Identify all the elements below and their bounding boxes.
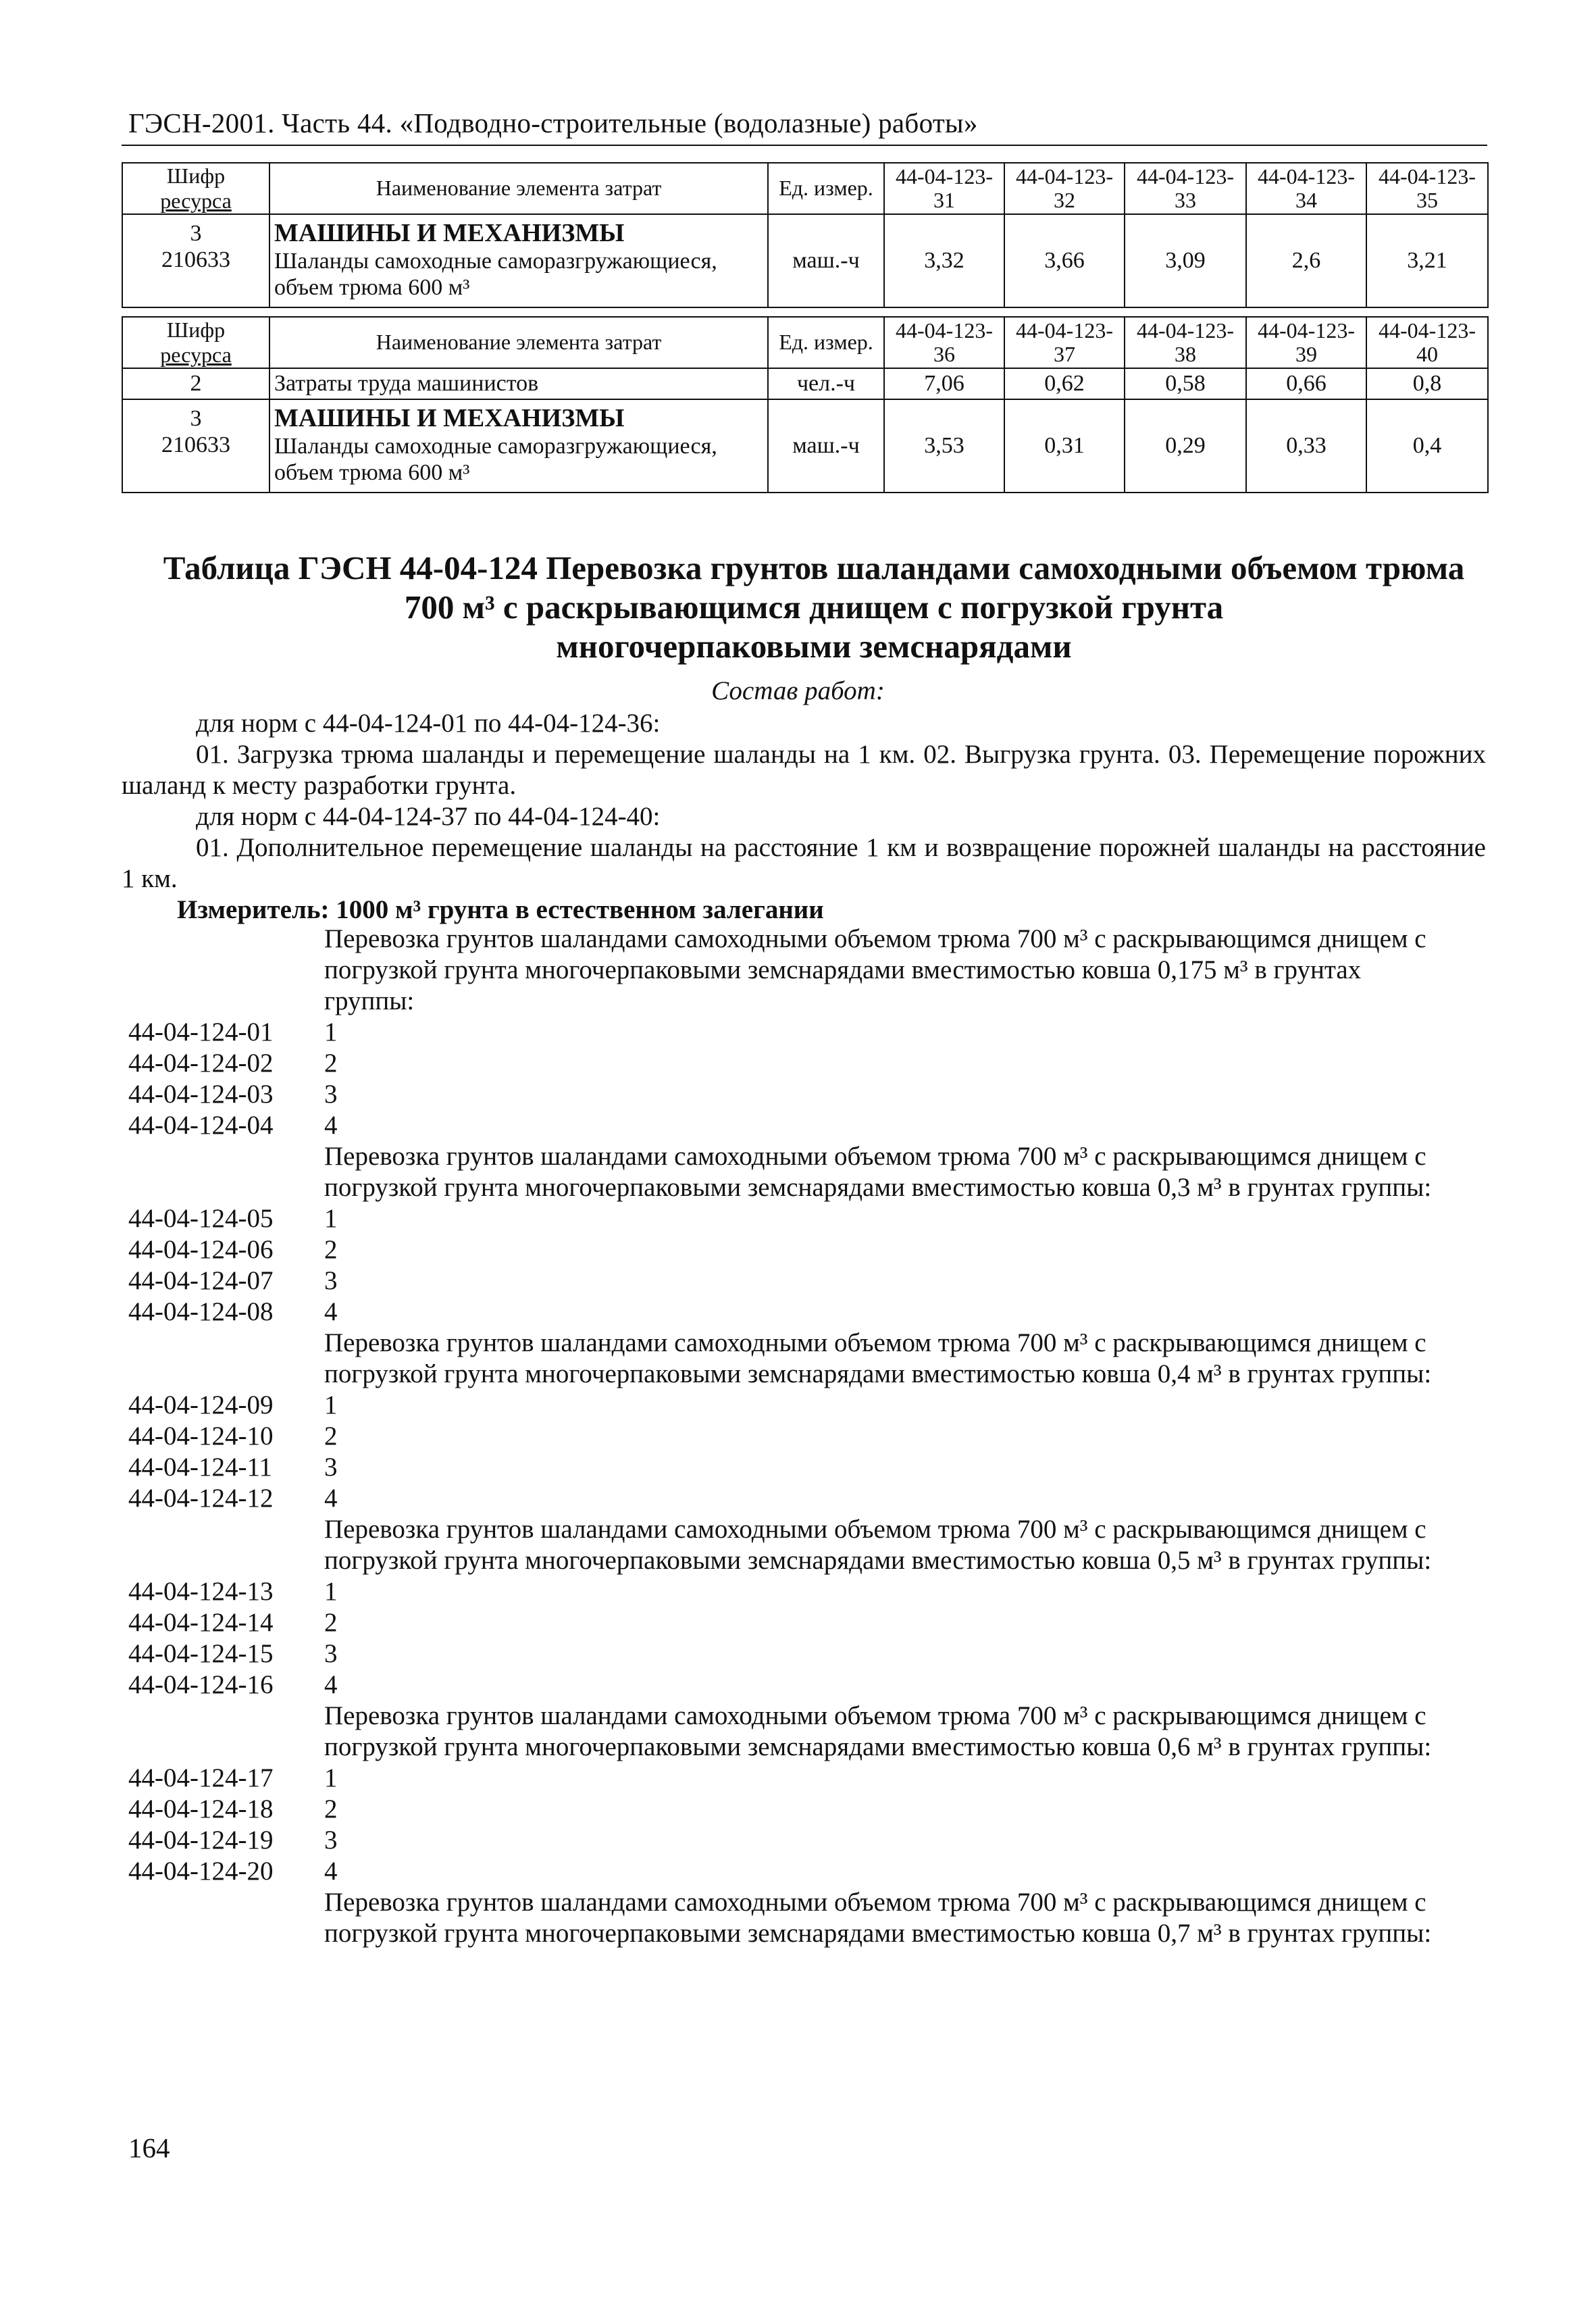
value-cell: 7,06 bbox=[884, 368, 1004, 399]
col-norm-header: 44-04-123-31 bbox=[884, 163, 1004, 214]
value-cell: 0,29 bbox=[1125, 399, 1246, 493]
norm-code: 44-04-124-12 bbox=[128, 1484, 274, 1513]
work-composition-heading: Состав работ: bbox=[711, 676, 885, 705]
value-cell: 0,66 bbox=[1246, 368, 1366, 399]
resource-table-1 bbox=[122, 162, 1489, 308]
norm-code: 44-04-124-11 bbox=[128, 1453, 273, 1482]
list-item bbox=[128, 1607, 1452, 1638]
list-item bbox=[128, 1794, 1452, 1825]
resource-code-cell: 3 210633 bbox=[122, 214, 269, 307]
soil-group: 2 bbox=[324, 1422, 338, 1451]
norm-block-description: Перевозка грунтов шаландами самоходными объемом трюма 700 м³ с раскрывающимся днищем с погрузкой грунта многочерпаковыми земснарядами вместимостью ковша 0,6 м³ в грунтах группы: bbox=[324, 1701, 1432, 1761]
col-name-header: Наименование элемента затрат bbox=[269, 317, 768, 368]
norm-code: 44-04-124-01 bbox=[128, 1017, 274, 1047]
soil-group: 4 bbox=[324, 1484, 338, 1513]
norm-code: 44-04-124-20 bbox=[128, 1857, 274, 1886]
col-norm-header: 44-04-123-34 bbox=[1246, 163, 1366, 214]
col-code-header: Шифр ресурса bbox=[122, 317, 269, 368]
norm-code: 44-04-124-17 bbox=[128, 1763, 274, 1792]
col-norm-header: 44-04-123-36 bbox=[884, 317, 1004, 368]
norm-block-description: Перевозка грунтов шаландами самоходными объемом трюма 700 м³ с раскрывающимся днищем с погрузкой грунта многочерпаковыми земснарядами вместимостью ковша 0,175 м³ в грунтах группы: bbox=[324, 924, 1426, 1015]
soil-group: 3 bbox=[324, 1826, 338, 1855]
col-norm-header: 44-04-123-33 bbox=[1125, 163, 1246, 214]
norm-code: 44-04-124-08 bbox=[128, 1297, 274, 1326]
soil-group: 2 bbox=[324, 1608, 338, 1637]
table-header-row bbox=[122, 317, 1488, 368]
page-number: 164 bbox=[128, 2132, 170, 2163]
soil-group: 4 bbox=[324, 1670, 338, 1699]
col-unit-header: Ед. измер. bbox=[768, 317, 884, 368]
header-rule bbox=[122, 145, 1487, 146]
resource-code-cell: 2 bbox=[122, 368, 269, 399]
resource-name-cell: МАШИНЫ И МЕХАНИЗМЫ Шаланды самоходные саморазгружающиеся, объем трюма 600 м³ bbox=[269, 399, 768, 493]
norm-block bbox=[128, 1701, 1452, 1887]
norm-block bbox=[128, 1328, 1452, 1514]
soil-group: 1 bbox=[324, 1763, 338, 1792]
value-cell: 3,32 bbox=[884, 214, 1004, 307]
value-cell: 0,58 bbox=[1125, 368, 1246, 399]
col-norm-header: 44-04-123-40 bbox=[1366, 317, 1488, 368]
soil-group: 4 bbox=[324, 1297, 338, 1326]
list-item bbox=[128, 1079, 1452, 1110]
list-item bbox=[128, 1763, 1452, 1794]
list-item bbox=[128, 1110, 1452, 1141]
value-cell: 0,62 bbox=[1004, 368, 1125, 399]
norm-block-description: Перевозка грунтов шаландами самоходными объемом трюма 700 м³ с раскрывающимся днищем с погрузкой грунта многочерпаковыми земснарядами вместимостью ковша 0,5 м³ в грунтах группы: bbox=[324, 1515, 1432, 1575]
norm-code: 44-04-124-10 bbox=[128, 1422, 274, 1451]
norm-block bbox=[128, 1887, 1452, 1949]
meter-value: 1000 м³ грунта в естественном залегании bbox=[336, 895, 824, 924]
soil-group: 3 bbox=[324, 1080, 338, 1109]
norm-block bbox=[128, 924, 1452, 1141]
work-steps-1: 01. Загрузка трюма шаланды и перемещение шаланды на 1 км. 02. Выгрузка грунта. 03. Перемещение порожних шаланд к месту разработки грунта. bbox=[122, 740, 1486, 800]
soil-group: 1 bbox=[324, 1204, 338, 1233]
list-item bbox=[128, 1265, 1452, 1297]
norm-code: 44-04-124-06 bbox=[128, 1235, 274, 1264]
work-steps-2: 01. Дополнительное перемещение шаланды на расстояние 1 км и возвращение порожней шаланды на расстояние 1 км. bbox=[122, 833, 1486, 893]
col-norm-header: 44-04-123-37 bbox=[1004, 317, 1125, 368]
value-cell: 3,09 bbox=[1125, 214, 1246, 307]
norm-list bbox=[128, 924, 1452, 1949]
norm-code: 44-04-124-18 bbox=[128, 1794, 274, 1823]
soil-group: 2 bbox=[324, 1235, 338, 1264]
col-norm-header: 44-04-123-38 bbox=[1125, 317, 1246, 368]
value-cell: 0,4 bbox=[1366, 399, 1488, 493]
list-item bbox=[128, 1483, 1452, 1514]
norm-code: 44-04-124-07 bbox=[128, 1266, 274, 1295]
norm-code: 44-04-124-03 bbox=[128, 1080, 274, 1109]
soil-group: 1 bbox=[324, 1017, 338, 1047]
col-code-header: Шифр ресурса bbox=[122, 163, 269, 214]
list-item bbox=[128, 1297, 1452, 1328]
norm-block bbox=[128, 1141, 1452, 1328]
value-cell: 0,31 bbox=[1004, 399, 1125, 493]
soil-group: 1 bbox=[324, 1577, 338, 1606]
col-norm-header: 44-04-123-32 bbox=[1004, 163, 1125, 214]
soil-group: 2 bbox=[324, 1049, 338, 1078]
unit-cell: маш.-ч bbox=[768, 214, 884, 307]
norm-code: 44-04-124-15 bbox=[128, 1639, 274, 1668]
value-cell: 3,53 bbox=[884, 399, 1004, 493]
soil-group: 2 bbox=[324, 1794, 338, 1823]
norm-block-description: Перевозка грунтов шаландами самоходными объемом трюма 700 м³ с раскрывающимся днищем с погрузкой грунта многочерпаковыми земснарядами вместимостью ковша 0,4 м³ в грунтах группы: bbox=[324, 1328, 1432, 1388]
soil-group: 3 bbox=[324, 1639, 338, 1668]
value-cell: 3,21 bbox=[1366, 214, 1488, 307]
value-cell: 0,8 bbox=[1366, 368, 1488, 399]
norm-block-description: Перевозка грунтов шаландами самоходными объемом трюма 700 м³ с раскрывающимся днищем с погрузкой грунта многочерпаковыми земснарядами вместимостью ковша 0,3 м³ в грунтах группы: bbox=[324, 1142, 1432, 1202]
soil-group: 3 bbox=[324, 1266, 338, 1295]
value-cell: 2,6 bbox=[1246, 214, 1366, 307]
list-item bbox=[128, 1576, 1452, 1607]
resource-name-cell: МАШИНЫ И МЕХАНИЗМЫ Шаланды самоходные саморазгружающиеся, объем трюма 600 м³ bbox=[269, 214, 768, 307]
unit-cell: чел.-ч bbox=[768, 368, 884, 399]
resource-name-cell: Затраты труда машинистов bbox=[269, 368, 768, 399]
value-cell: 0,33 bbox=[1246, 399, 1366, 493]
soil-group: 4 bbox=[324, 1111, 338, 1140]
norm-code: 44-04-124-05 bbox=[128, 1204, 274, 1233]
list-item bbox=[128, 1421, 1452, 1452]
norm-code: 44-04-124-13 bbox=[128, 1577, 274, 1606]
norm-code: 44-04-124-04 bbox=[128, 1111, 274, 1140]
norm-block bbox=[128, 1514, 1452, 1701]
meter-line bbox=[177, 895, 824, 926]
norm-code: 44-04-124-09 bbox=[128, 1390, 274, 1419]
list-item bbox=[128, 1856, 1452, 1887]
list-item bbox=[128, 1017, 1452, 1048]
table-row bbox=[122, 368, 1488, 399]
resource-code-cell: 3 210633 bbox=[122, 399, 269, 493]
col-unit-header: Ед. измер. bbox=[768, 163, 884, 214]
table-row bbox=[122, 399, 1488, 493]
table-header-row bbox=[122, 163, 1488, 214]
list-item bbox=[128, 1825, 1452, 1856]
meter-label: Измеритель: bbox=[177, 895, 330, 924]
col-norm-header: 44-04-123-39 bbox=[1246, 317, 1366, 368]
table-row bbox=[122, 214, 1488, 307]
value-cell: 3,66 bbox=[1004, 214, 1125, 307]
soil-group: 1 bbox=[324, 1390, 338, 1419]
col-name-header: Наименование элемента затрат bbox=[269, 163, 768, 214]
norm-block-description: Перевозка грунтов шаландами самоходными объемом трюма 700 м³ с раскрывающимся днищем с погрузкой грунта многочерпаковыми земснарядами вместимостью ковша 0,7 м³ в грунтах группы: bbox=[324, 1888, 1432, 1948]
list-item bbox=[128, 1203, 1452, 1234]
norm-code: 44-04-124-14 bbox=[128, 1608, 274, 1637]
list-item bbox=[128, 1234, 1452, 1265]
list-item bbox=[128, 1638, 1452, 1669]
section-title: Таблица ГЭСН 44-04-124 Перевозка грунтов шаландами самоходными объемом трюма 700 м³ с раскрывающимся днищем с погрузкой грунта многочерпаковыми земснарядами bbox=[163, 549, 1465, 665]
norms-range-2: для норм с 44-04-124-37 по 44-04-124-40: bbox=[196, 802, 661, 831]
list-item bbox=[128, 1048, 1452, 1079]
norms-range-1: для норм с 44-04-124-01 по 44-04-124-36: bbox=[196, 709, 661, 738]
soil-group: 4 bbox=[324, 1857, 338, 1886]
list-item bbox=[128, 1452, 1452, 1483]
col-norm-header: 44-04-123-35 bbox=[1366, 163, 1488, 214]
unit-cell: маш.-ч bbox=[768, 399, 884, 493]
resource-table-2 bbox=[122, 316, 1489, 493]
list-item bbox=[128, 1669, 1452, 1701]
norm-code: 44-04-124-16 bbox=[128, 1670, 274, 1699]
list-item bbox=[128, 1390, 1452, 1421]
norm-code: 44-04-124-02 bbox=[128, 1049, 274, 1078]
soil-group: 3 bbox=[324, 1453, 338, 1482]
norm-code: 44-04-124-19 bbox=[128, 1826, 274, 1855]
running-header: ГЭСН-2001. Часть 44. «Подводно-строительные (водолазные) работы» bbox=[128, 107, 978, 139]
